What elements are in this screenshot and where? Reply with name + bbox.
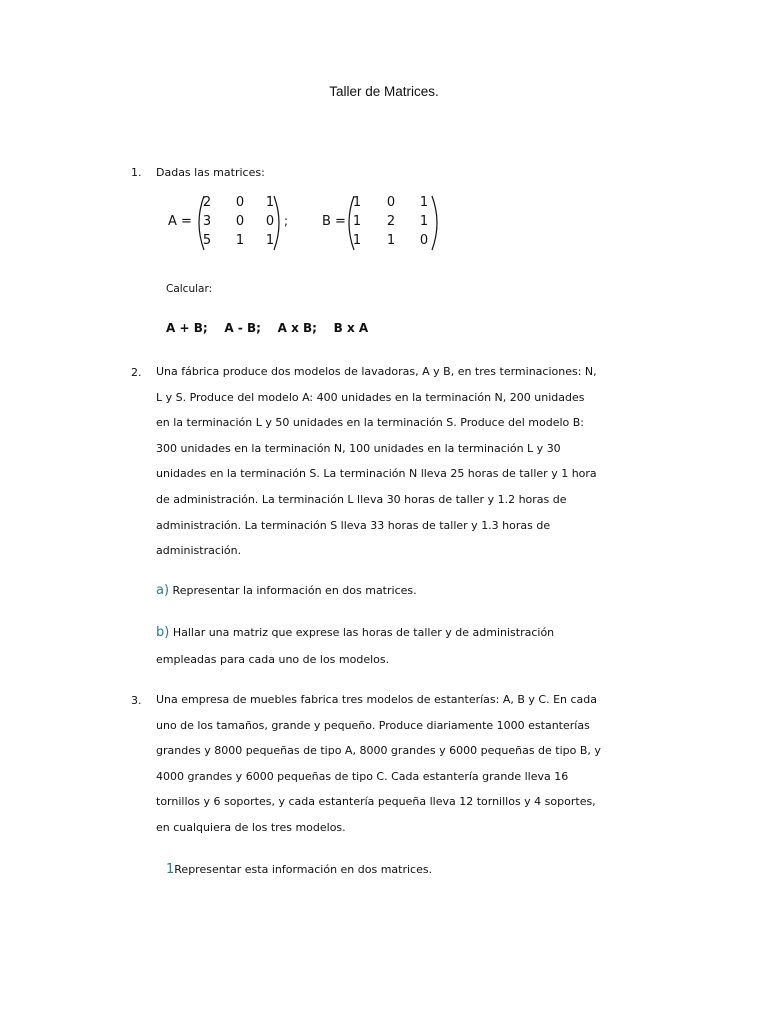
matrix-b-cell: 0 <box>419 233 429 248</box>
question-1-text: Dadas las matrices: <box>156 166 265 179</box>
matrix-b-cell: 1 <box>352 214 362 229</box>
paragraph-line: tornillos y 6 soportes, y cada estantería pequeña lleva 12 tornillos y 4 soportes, <box>156 795 596 809</box>
paragraph-line: 300 unidades en la terminación N, 100 unidades en la terminación L y 30 <box>156 441 561 455</box>
paragraph-line: Una fábrica produce dos modelos de lavadoras, A y B, en tres terminaciones: N, <box>156 365 597 378</box>
paragraph-line: unidades en la terminación S. La terminación N lleva 25 horas de taller y 1 hora <box>156 467 597 481</box>
matrix-a-cell: 0 <box>235 195 245 210</box>
question-3-sub-text: Representar esta información en dos matrices. <box>174 863 433 876</box>
matrix-b-cell: 1 <box>419 195 429 210</box>
question-2a-text: Representar la información en dos matrices. <box>172 584 417 597</box>
matrix-b-cell: 0 <box>386 195 396 210</box>
matrix-b-cell: 1 <box>352 233 362 248</box>
question-2a-label: a) <box>156 583 170 598</box>
question-2a <box>156 583 417 598</box>
matrix-b-cell: 1 <box>419 214 429 229</box>
matrix-a-label: A = <box>168 214 192 229</box>
matrix-b-label: B = <box>322 214 346 229</box>
paragraph-line: 4000 grandes y 6000 pequeñas de tipo C. Cada estantería grande lleva 16 <box>156 769 569 783</box>
paragraph-line: administración. La terminación S lleva 33 horas de taller y 1.3 horas de <box>156 518 551 532</box>
matrix-a-cell: 1 <box>235 233 245 248</box>
question-3-number: 3. <box>131 694 142 707</box>
question-2b-text-continued: empleadas para cada uno de los modelos. <box>156 653 390 666</box>
question-3-sub-label: 1 <box>166 862 175 877</box>
matrix-a-cell: 0 <box>265 214 275 229</box>
paragraph-line: en la terminación L y 50 unidades en la terminación S. Produce del modelo B: <box>156 416 585 430</box>
operations-list: A + B; A - B; A x B; B x A <box>166 321 369 335</box>
matrix-a-cell: 3 <box>202 214 212 229</box>
matrix-a <box>168 193 298 253</box>
paragraph-line: en cualquiera de los tres modelos. <box>156 820 346 834</box>
question-1-number: 1. <box>131 166 142 179</box>
page-title: Taller de Matrices. <box>329 84 439 99</box>
paragraph-line: uno de los tamaños, grande y pequeño. Produce diariamente 1000 estanterías <box>156 718 590 732</box>
paragraph-line: Una empresa de muebles fabrica tres modelos de estanterías: A, B y C. En cada <box>156 693 598 706</box>
question-2-number: 2. <box>131 366 142 379</box>
paragraph-line: de administración. La terminación L lleva 30 horas de taller y 1.2 horas de <box>156 492 567 506</box>
matrix-a-cell: 5 <box>202 233 212 248</box>
matrix-a-cell: 2 <box>202 195 212 210</box>
matrix-a-cell: 1 <box>265 195 275 210</box>
paragraph-line: administración. <box>156 544 242 558</box>
matrix-b-cell: 2 <box>386 214 396 229</box>
question-3-paragraph <box>156 687 656 841</box>
matrix-a-separator: ; <box>284 214 289 228</box>
matrix-a-cell: 0 <box>235 214 245 229</box>
question-2b-label: b) <box>156 625 170 640</box>
paragraph-line: grandes y 8000 pequeñas de tipo A, 8000 grandes y 6000 pequeñas de tipo B, y <box>156 744 601 758</box>
matrix-b <box>322 193 442 253</box>
matrix-a-cell: 1 <box>265 233 275 248</box>
paragraph-line: L y S. Produce del modelo A: 400 unidades en la terminación N, 200 unidades <box>156 390 585 404</box>
question-3-sub-1 <box>166 862 432 877</box>
calcular-label: Calcular: <box>166 283 213 295</box>
question-2-paragraph <box>156 359 656 564</box>
matrix-b-cell: 1 <box>352 195 362 210</box>
question-2b <box>156 625 554 640</box>
matrix-b-cell: 1 <box>386 233 396 248</box>
question-2b-text: Hallar una matriz que exprese las horas de taller y de administración <box>172 626 555 639</box>
